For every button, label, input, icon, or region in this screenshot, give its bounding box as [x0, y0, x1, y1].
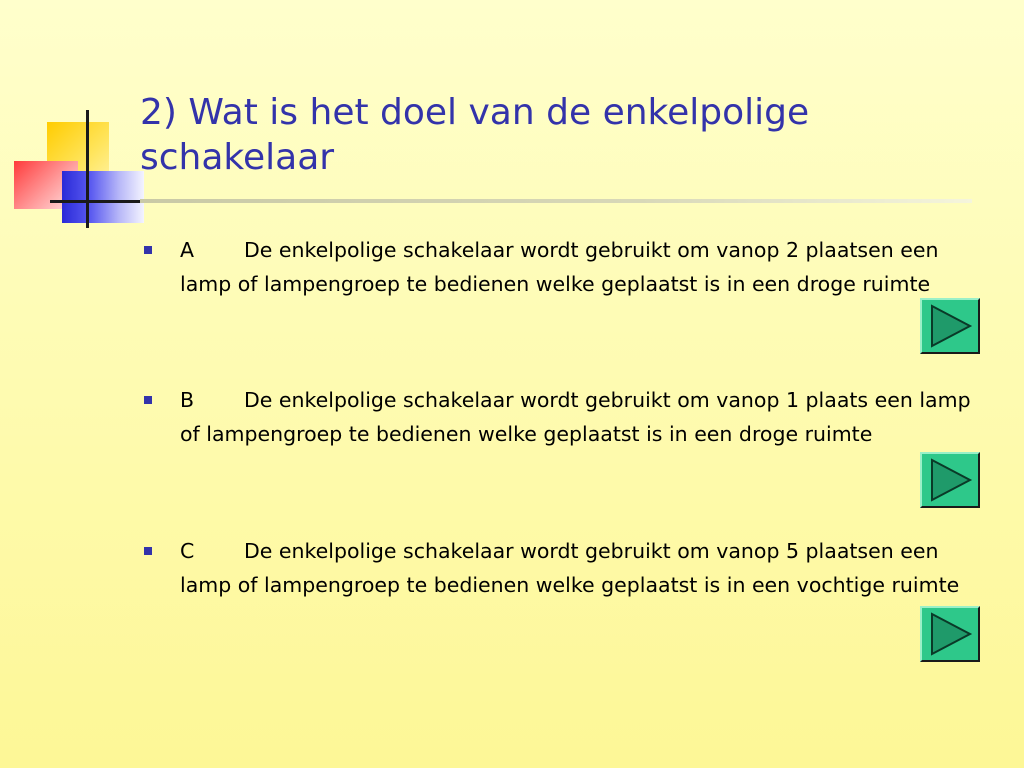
vertical-line [86, 110, 89, 228]
option-text: De enkelpolige schakelaar wordt gebruikt om vanop 2 plaatsen een lamp of lampengroep te bedienen welke geplaatst is in een droge ruimte [180, 238, 939, 296]
option-b-select-button[interactable] [920, 452, 980, 508]
option-c [180, 534, 980, 602]
option-letter: C [180, 539, 195, 563]
bullet-icon [144, 246, 152, 254]
option-letter: A [180, 238, 195, 262]
slide-title: 2) Wat is het doel van de enkelpolige schakelaar [140, 92, 810, 178]
option-b [180, 383, 980, 451]
option-a-select-button[interactable] [920, 298, 980, 354]
option-letter: B [180, 388, 195, 412]
title-divider [140, 199, 972, 203]
play-arrow-icon [922, 608, 978, 660]
option-a [180, 233, 980, 301]
play-arrow-icon [922, 300, 978, 352]
play-arrow-icon [922, 454, 978, 506]
option-c-select-button[interactable] [920, 606, 980, 662]
blue-square [62, 171, 144, 223]
option-text: De enkelpolige schakelaar wordt gebruikt om vanop 1 plaats een lamp of lampengroep te bedienen welke geplaatst is in een droge ruimte [180, 388, 971, 446]
bullet-icon [144, 396, 152, 404]
option-text: De enkelpolige schakelaar wordt gebruikt om vanop 5 plaatsen een lamp of lampengroep te bedienen welke geplaatst is in een vochtige ruimte [180, 539, 960, 597]
horizontal-line [50, 200, 145, 203]
decorative-squares-logo [0, 0, 150, 240]
bullet-icon [144, 547, 152, 555]
